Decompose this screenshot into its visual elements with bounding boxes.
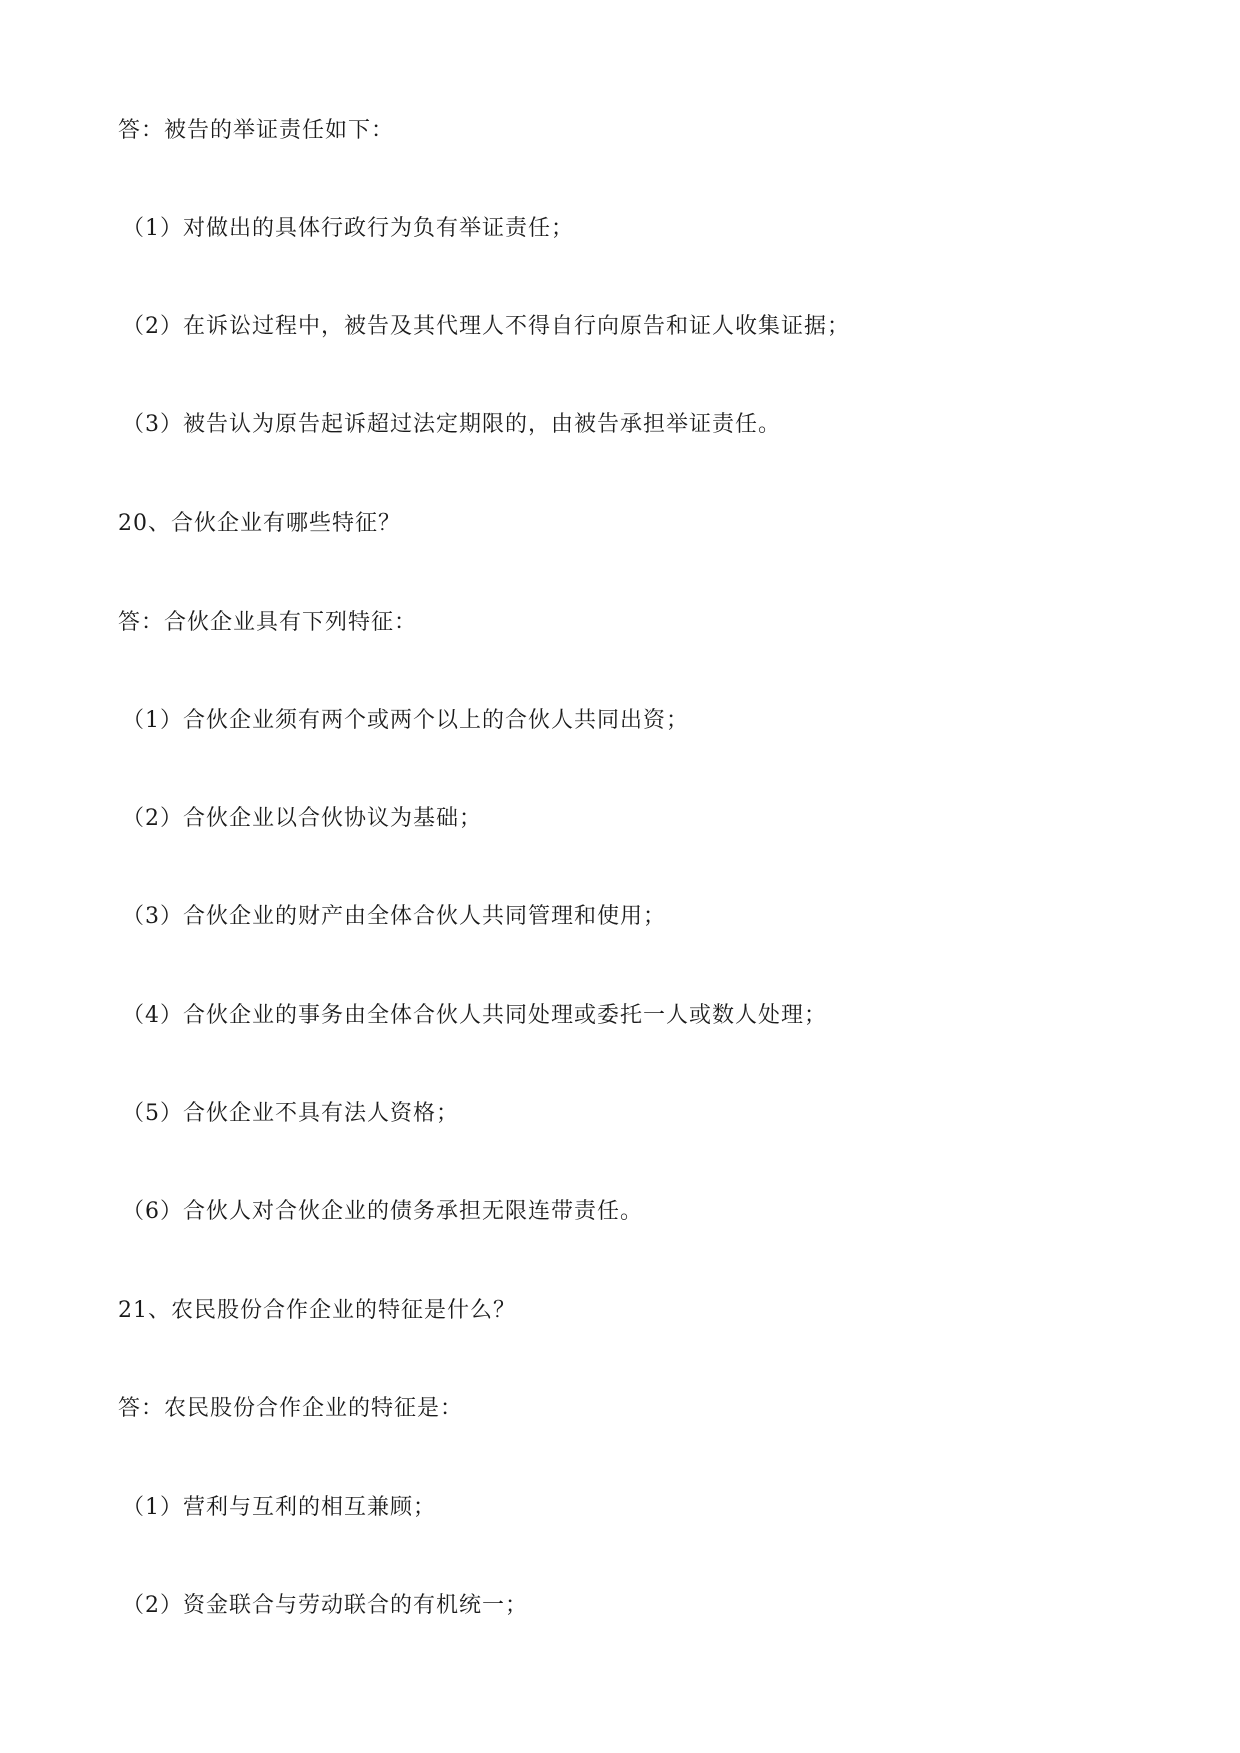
list-item: （1）营利与互利的相互兼顾； <box>122 1495 436 1520</box>
list-item: （2）合伙企业以合伙协议为基础； <box>122 806 482 831</box>
list-item: （2）资金联合与劳动联合的有机统一； <box>122 1593 528 1618</box>
question-line: 20、合伙企业有哪些特征？ <box>118 511 401 536</box>
answer-line: 答：被告的举证责任如下： <box>118 118 395 143</box>
list-item: （6）合伙人对合伙企业的债务承担无限连带责任。 <box>122 1199 643 1224</box>
answer-line: 答：农民股份合作企业的特征是： <box>118 1396 464 1421</box>
question-line: 21、农民股份合作企业的特征是什么？ <box>118 1298 516 1323</box>
list-item: （3）被告认为原告起诉超过法定期限的，由被告承担举证责任。 <box>122 412 781 437</box>
list-item: （5）合伙企业不具有法人资格； <box>122 1101 459 1126</box>
list-item: （1）对做出的具体行政行为负有举证责任； <box>122 216 574 241</box>
answer-line: 答：合伙企业具有下列特征： <box>118 610 418 635</box>
list-item: （3）合伙企业的财产由全体合伙人共同管理和使用； <box>122 904 666 929</box>
list-item: （4）合伙企业的事务由全体合伙人共同处理或委托一人或数人处理； <box>122 1003 827 1028</box>
list-item: （2）在诉讼过程中，被告及其代理人不得自行向原告和证人收集证据； <box>122 314 850 339</box>
list-item: （1）合伙企业须有两个或两个以上的合伙人共同出资； <box>122 708 689 733</box>
